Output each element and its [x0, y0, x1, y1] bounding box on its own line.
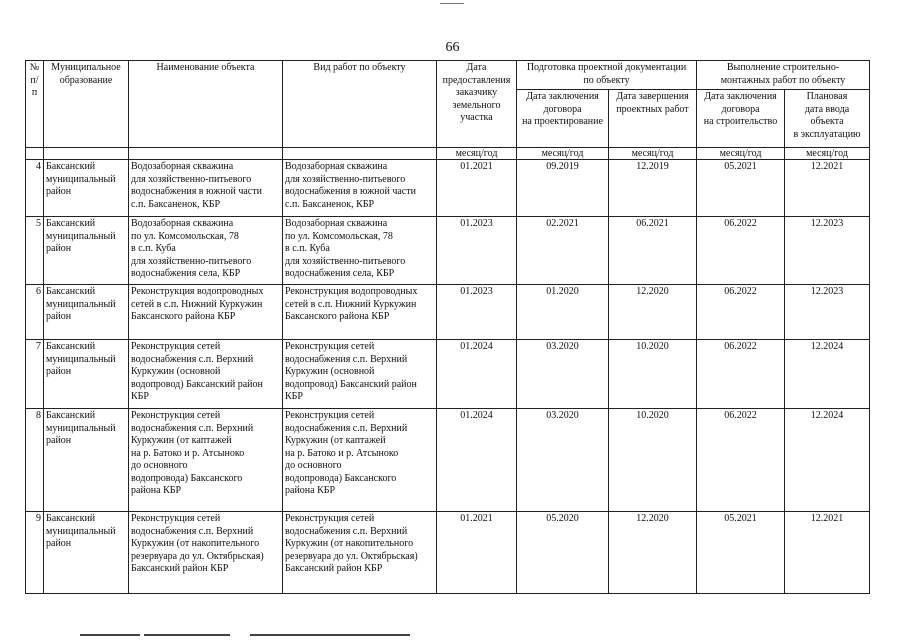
top-edge-mark	[440, 0, 464, 4]
row-num: 6	[26, 285, 44, 340]
table-row	[26, 409, 870, 512]
row-build-contract: 05.2021	[697, 512, 785, 594]
header-group-design: Подготовка проектной документации по объекту	[517, 61, 697, 90]
row-build-contract: 06.2022	[697, 285, 785, 340]
units-build-contract: месяц/год	[697, 148, 785, 160]
row-work-type: Водозаборная скважина по ул. Комсомольская, 78 в с.п. Куба для хозяйственно-питьевого водоснабжения села, КБР	[283, 217, 437, 285]
header-build-contract: Дата заключения договора на строительство	[697, 90, 785, 148]
footer-rule	[80, 634, 410, 636]
row-municipality: Баксанский муниципальный район	[44, 512, 129, 594]
units-commissioning: месяц/год	[785, 148, 870, 160]
row-design-end: 12.2020	[609, 512, 697, 594]
table-row	[26, 340, 870, 409]
row-land-date: 01.2021	[437, 512, 517, 594]
row-num: 7	[26, 340, 44, 409]
header-land-date: Дата предоставления заказчику земельного участка	[437, 61, 517, 148]
row-commissioning: 12.2021	[785, 160, 870, 217]
row-commissioning: 12.2023	[785, 217, 870, 285]
row-object: Реконструкция водопроводных сетей в с.п. Нижний Куркужин Баксанского района КБР	[129, 285, 283, 340]
row-land-date: 01.2023	[437, 285, 517, 340]
row-build-contract: 05.2021	[697, 160, 785, 217]
row-build-contract: 06.2022	[697, 409, 785, 512]
row-land-date: 01.2024	[437, 409, 517, 512]
row-num: 5	[26, 217, 44, 285]
row-design-end: 06.2021	[609, 217, 697, 285]
units-design-end: месяц/год	[609, 148, 697, 160]
row-object: Реконструкция сетей водоснабжения с.п. Верхний Куркужин (основной водопровод) Баксанский район КБР	[129, 340, 283, 409]
row-work-type: Реконструкция сетей водоснабжения с.п. Верхний Куркужин (основной водопровод) Баксанский район КБР	[283, 340, 437, 409]
row-design-end: 10.2020	[609, 340, 697, 409]
row-municipality: Баксанский муниципальный район	[44, 160, 129, 217]
table-row	[26, 217, 870, 285]
page-number: 66	[445, 40, 460, 55]
units-land: месяц/год	[437, 148, 517, 160]
row-object: Водозаборная скважина по ул. Комсомольская, 78 в с.п. Куба для хозяйственно-питьевого водоснабжения села, КБР	[129, 217, 283, 285]
row-build-contract: 06.2022	[697, 340, 785, 409]
row-commissioning: 12.2024	[785, 340, 870, 409]
row-object: Реконструкция сетей водоснабжения с.п. Верхний Куркужин (от накопительного резервуара до ул. Октябрьская) Баксанский район КБР	[129, 512, 283, 594]
row-municipality: Баксанский муниципальный район	[44, 340, 129, 409]
row-commissioning: 12.2024	[785, 409, 870, 512]
row-design-end: 12.2019	[609, 160, 697, 217]
row-build-contract: 06.2022	[697, 217, 785, 285]
table-row	[26, 160, 870, 217]
header-municipality: Муниципальное образование	[44, 61, 129, 148]
row-design-contract: 03.2020	[517, 340, 609, 409]
row-municipality: Баксанский муниципальный район	[44, 217, 129, 285]
row-land-date: 01.2023	[437, 217, 517, 285]
row-land-date: 01.2024	[437, 340, 517, 409]
table-row	[26, 285, 870, 340]
header-group-construction: Выполнение строительно- монтажных работ по объекту	[697, 61, 870, 90]
row-work-type: Реконструкция сетей водоснабжения с.п. Верхний Куркужин (от накопительного резервуара до ул. Октябрьская) Баксанский район КБР	[283, 512, 437, 594]
row-design-contract: 05.2020	[517, 512, 609, 594]
row-design-contract: 01.2020	[517, 285, 609, 340]
projects-table	[25, 60, 870, 594]
header-design-contract: Дата заключения договора на проектирование	[517, 90, 609, 148]
row-work-type: Реконструкция водопроводных сетей в с.п. Нижний Куркужин Баксанского района КБР	[283, 285, 437, 340]
row-design-contract: 02.2021	[517, 217, 609, 285]
row-commissioning: 12.2023	[785, 285, 870, 340]
header-num: № п/п	[26, 61, 44, 148]
units-cell-empty	[44, 148, 129, 160]
units-cell-empty	[283, 148, 437, 160]
units-design-contract: месяц/год	[517, 148, 609, 160]
header-object: Наименование объекта	[129, 61, 283, 148]
row-num: 8	[26, 409, 44, 512]
row-design-end: 12.2020	[609, 285, 697, 340]
row-work-type: Реконструкция сетей водоснабжения с.п. Верхний Куркужин (от каптажей на р. Батоко и р. Атсыноко до основного водопровода) Баксанского района КБР	[283, 409, 437, 512]
row-land-date: 01.2021	[437, 160, 517, 217]
row-commissioning: 12.2021	[785, 512, 870, 594]
units-cell-empty	[26, 148, 44, 160]
header-work-type: Вид работ по объекту	[283, 61, 437, 148]
header-commissioning: Плановая дата ввода объекта в эксплуатацию	[785, 90, 870, 148]
row-object: Реконструкция сетей водоснабжения с.п. Верхний Куркужин (от каптажей на р. Батоко и р. Атсыноко до основного водопровода) Баксанского района КБР	[129, 409, 283, 512]
header-design-end: Дата завершения проектных работ	[609, 90, 697, 148]
units-cell-empty	[129, 148, 283, 160]
row-num: 9	[26, 512, 44, 594]
row-work-type: Водозаборная скважина для хозяйственно-питьевого водоснабжения в южной части с.п. Баксаненок, КБР	[283, 160, 437, 217]
row-design-contract: 09.2019	[517, 160, 609, 217]
row-municipality: Баксанский муниципальный район	[44, 409, 129, 512]
row-object: Водозаборная скважина для хозяйственно-питьевого водоснабжения в южной части с.п. Баксаненок, КБР	[129, 160, 283, 217]
row-design-contract: 03.2020	[517, 409, 609, 512]
table-row	[26, 512, 870, 594]
row-municipality: Баксанский муниципальный район	[44, 285, 129, 340]
row-num: 4	[26, 160, 44, 217]
row-design-end: 10.2020	[609, 409, 697, 512]
